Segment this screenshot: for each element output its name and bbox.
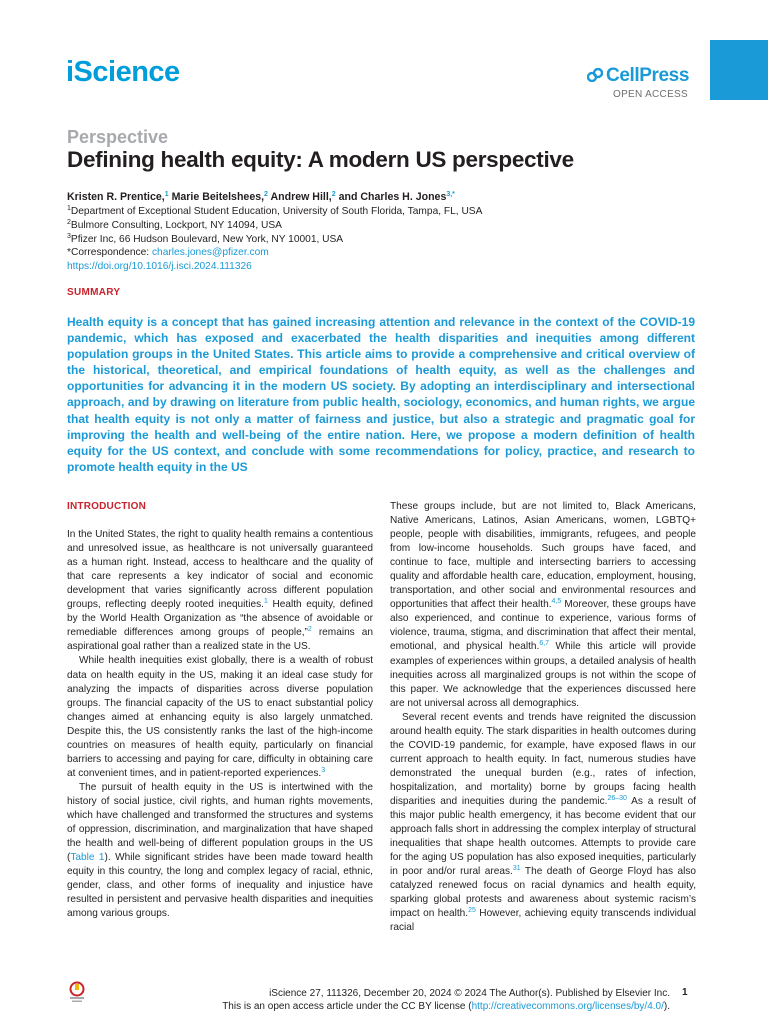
affiliation: $^3$Pfizer Inc, 66 Hudson Boulevard, New York, NY 10001, USA [67, 233, 344, 245]
page-number: 1 [682, 987, 688, 998]
left-column [67, 500, 373, 921]
author-affiliation-ref[interactable]: 3,* [446, 191, 455, 198]
citation-ref[interactable]: 4,5 [551, 598, 562, 606]
citation-ref[interactable]: 25 [468, 907, 476, 915]
cellpress-logo [587, 65, 689, 87]
paragraph: These groups include, but are not limited to, Black Americans, Native Americans, Latinos, Asian Americans, women, LGBTQ+ people, people with disabilities, immigrants, refugees, and people from low-income households. Such groups have faced, and continue to face, multiple and intersecting barriers to accessing quality and affordable health care, education, employment, housing, transportation, and other social and environmental resources and opportunities that affect their health.$^{4,5}$ Moreover, these groups have also experienced, and continue to experience, various forms of violence, trauma, stigma, and discrimination that affect their mental, emotional, and physical health.$^{6,7}$ While this article will provide examples of experiences within groups, a detailed analysis of health inequities across all marginalized groups is not within the scope of this paper. We acknowledge that the experiences discussed here are not universal across all demographics. [390, 501, 696, 709]
citation-ref[interactable]: 6,7 [539, 640, 550, 648]
affiliation: $^2$Bulmore Consulting, Lockport, NY 14094, USA [67, 219, 282, 231]
check-for-updates-icon[interactable] [67, 981, 87, 1005]
affiliation: $^1$Department of Exceptional Student Education, University of South Florida, Tampa, FL, USA [67, 205, 483, 217]
license-line: This is an open access article under the CC BY license (http://creativecommons.org/licenses/by/4.0/). [222, 1001, 670, 1012]
author-name: Andrew Hill, [270, 191, 332, 203]
citation-ref[interactable]: 1 [263, 598, 268, 606]
author-name: Marie Beitelshees, [171, 191, 265, 203]
paragraph: Several recent events and trends have reignited the discussion around health equity. The stark disparities in health outcomes during the COVID-19 pandemic, for example, have exposed flaws in our current approach to health equity. In fact, numerous studies have demonstrated the unequal burden (e.g., rates of infection, hospitalization, and mortality) borne by groups facing health disparities and inequities during the pandemic.$^{26-30}$ As a result of this major public health emergency, it has become evident that our approach falls short in addressing the complex interplay of structural inequalities that shape health outcomes. Attempts to provide care for the aging US population has also exposed inequities, particularly in poor and/or rural areas.$^{31}$ The death of George Floyd has also catalyzed renewed focus on racial dynamics and health equity, sparking global protests and awareness about systemic racism’s impact on health.$^{25}$ However, achieving equity transcends individual racial [390, 711, 697, 934]
citation-ref[interactable]: 31 [512, 865, 521, 873]
article-type: Perspective [67, 127, 169, 147]
cellpress-tab [710, 40, 768, 100]
citation-ref[interactable]: 2 [307, 626, 312, 634]
paragraph: The pursuit of health equity in the US is intertwined with the history of social justice, civil rights, and human rights movements, which have challenged and transformed the structures and systems of oppression, discrimination, and marginalization that have shaped the health and well-being of different population groups in the US (Table 1). While significant strides have been made toward health equity in this country, the long and complex legacy of racial, ethnic, gender, class, and other forms of inequality and injustice have resulted in persistent and pervasive health disparities and inequities among various groups. [67, 781, 373, 920]
paragraph: While health inequities exist globally, there is a wealth of robust data on health equity in the US, making it an ideal case study for analyzing the impacts of disparities across diverse population groups. The financial capacity of the US to enact substantial policy changes aimed at enhancing equity is also largely unmatched. Despite this, the US consistently ranks the last of the high-income countries on measures of health equity, particularly on financial barriers to accessing and paying for care, difficulty in obtaining care at convenient times, and in patient-reported experiences.$^3$ [67, 655, 373, 779]
citation-ref[interactable]: 3 [321, 766, 326, 774]
paragraph: In the United States, the right to quality health remains a contentious and unresolved issue, as healthcare is not universally guaranteed as a human right. Instead, access to healthcare and the quality of that care represents a key indicator of social and economic development that varies significantly across different population groups, reflecting deeply rooted inequities.$^1$ Health equity, defined by the World Health Organization as “the absence of avoidable or remediable differences among groups of people,”$^2$ remains an aspirational goal rather than a realized state in the US. [67, 529, 373, 653]
citation-ref[interactable]: 26–30 [607, 794, 627, 802]
cellpress-logo-icon [587, 68, 603, 82]
license-link[interactable]: http://creativecommons.org/licenses/by/4.0/ [471, 1001, 664, 1012]
summary-text: Health equity is a concept that has gained increasing attention and relevance in the context of the COVID-19 pandemic, which has exposed and exacerbated the health disparities and inequities among different population groups in the United States. This article aims to provide a comprehensive and critical overview of the historical, theoretical, and empirical foundations of health equity, as well as the challenges and opportunities for advancing it in the modern US society. By adopting an interdisciplinary and intersectional approach, and by drawing on literature from public health, sociology, economics, and human rights, we argue that health equity is not only a matter of fairness and justice, but also a strategic and pragmatic goal for improving the health and well-being of the entire nation. Here, we propose a modern definition of health equity for the US context, and conclude with some recommendations for policy, practice, and research to promote health equity in the US [67, 315, 695, 474]
journal-name: iScience [66, 56, 180, 88]
introduction-heading: INTRODUCTION [67, 501, 147, 512]
publisher-name: CellPress [606, 65, 690, 86]
citation-line: iScience 27, 111326, December 20, 2024 © 2024 The Author(s). Published by Elsevier Inc. [269, 988, 670, 999]
author-affiliation-ref[interactable]: 2 [331, 191, 336, 198]
article-title: Defining health equity: A modern US perspective [67, 147, 574, 172]
author-list: Kristen R. Prentice,$^1$ Marie Beitelshees,$^2$ Andrew Hill,$^2$ and Charles H. Jones$^{3,*}$ [67, 191, 455, 203]
author-name: Kristen R. Prentice, [67, 191, 165, 203]
doi-link[interactable]: https://doi.org/10.1016/j.isci.2024.111326 [67, 261, 252, 272]
author-affiliation-ref[interactable]: 2 [264, 191, 268, 198]
author-affiliation-ref[interactable]: 1 [164, 191, 169, 198]
page-footer [190, 987, 670, 1013]
table-link[interactable]: Table 1 [70, 852, 105, 864]
correspondence: *Correspondence: charles.jones@pfizer.com [67, 247, 269, 258]
correspondence-email-link[interactable]: charles.jones@pfizer.com [151, 247, 269, 258]
right-column [390, 500, 696, 935]
open-access-label: OPEN ACCESS [613, 89, 688, 100]
summary-heading: SUMMARY [67, 287, 121, 298]
author-name: Charles H. Jones [360, 191, 447, 203]
